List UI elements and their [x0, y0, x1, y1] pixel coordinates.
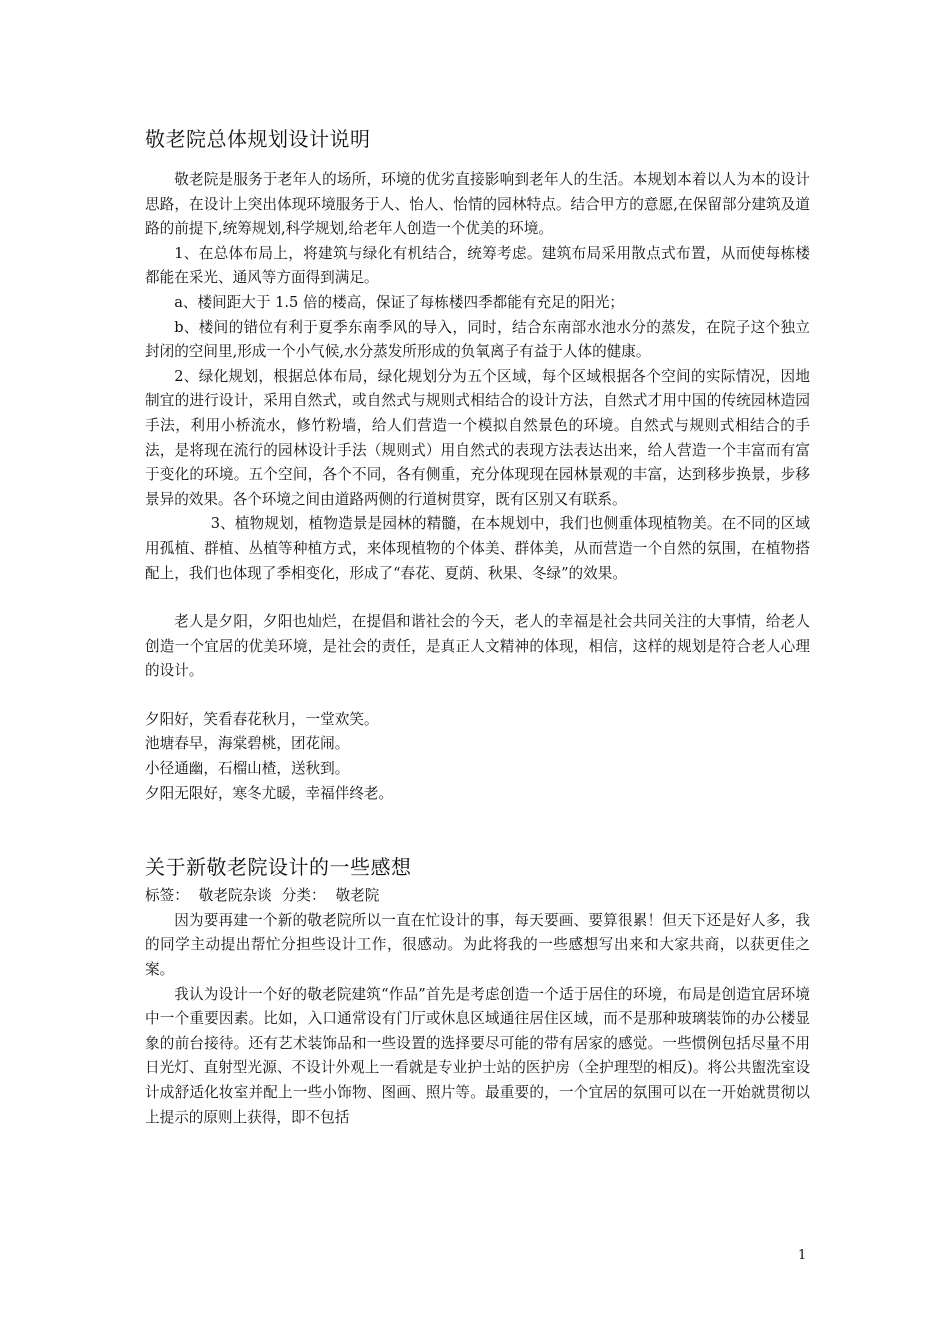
- page-number: 1: [798, 1248, 807, 1263]
- tags-line: [145, 884, 810, 909]
- category-value: 敬老院: [335, 887, 380, 905]
- tag-label: 标签：: [145, 887, 189, 905]
- document-content: [145, 124, 810, 1130]
- spacer: [145, 586, 810, 610]
- paragraph: 3、植物规划，植物造景是园林的精髓，在本规划中，我们也侧重体现植物美。在不同的区域用孤植、群植、丛植等种植方式，来体现植物的个体美、群体美，从而营造一个自然的氛围，在植物搭配上，我们也体现了季相变化，形成了“春花、夏荫、秋果、冬绿”的效果。: [145, 515, 810, 582]
- section-title: 关于新敬老院设计的一些感想: [145, 855, 412, 880]
- paragraph: a、楼间距大于 1.5 倍的楼高，保证了每栋楼四季都能有充足的阳光；: [174, 293, 625, 311]
- poem-line: 夕阳好，笑看春花秋月，一堂欢笑。: [145, 710, 379, 728]
- poem: [145, 708, 810, 806]
- section-title: 敬老院总体规划设计说明: [145, 127, 371, 151]
- paragraph: 1、在总体布局上，将建筑与绿化有机结合，统筹考虑。建筑布局采用散点式布置，从而使每栋楼都能在采光、通风等方面得到满足。: [145, 244, 810, 287]
- poem-line: 池塘春早，海棠碧桃，团花闹。: [145, 735, 350, 753]
- poem-line: 夕阳无限好，寒冬尤暖，幸福伴终老。: [145, 784, 394, 802]
- tag-value: 敬老院杂谈: [198, 887, 272, 905]
- poem-line: 小径通幽，石榴山楂，送秋到。: [145, 760, 350, 778]
- paragraph: 老人是夕阳，夕阳也灿烂，在提倡和谐社会的今天，老人的幸福是社会共同关注的大事情，给老人创造一个宜居的优美环境，是社会的责任，是真正人文精神的体现，相信，这样的规划是符合老人心理的设计。: [145, 613, 810, 680]
- paragraph: b、楼间的错位有利于夏季东南季风的导入，同时，结合东南部水池水分的蒸发，在院子这个独立封闭的空间里,形成一个小气候,水分蒸发所形成的负氧离子有益于人体的健康。: [145, 318, 810, 361]
- paragraph: 我认为设计一个好的敬老院建筑“作品”首先是考虑创造一个适于居住的环境，布局是创造宜居环境中一个重要因素。比如，入口通常设有门厅或休息区域通往居住区域，而不是那种玻璃装饰的办公楼显象的前台接待。还有艺术装饰品和一些设置的选择要尽可能的带有居家的感觉。一些惯例包括尽量不用日光灯、直射型光源、不设计外观上一看就是专业护士站的医护房（全护理型的相反)。将公共盥洗室设计成舒适化妆室并配上一些小饰物、图画、照片等。最重要的，一个宜居的氛围可以在一开始就贯彻以上提示的原则上获得，即不包括: [145, 985, 810, 1126]
- category-label: 分类：: [281, 887, 326, 905]
- paragraph: 2、绿化规划，根据总体布局，绿化规划分为五个区域，每个区域根据各个空间的实际情况，因地制宜的进行设计，采用自然式，或自然式与规则式相结合的设计方法，自然式才用中国的传统园林造园手法，利用小桥流水，修竹粉墙，给人们营造一个模拟自然景色的环境。自然式与规则式相结合的手法，是将现在流行的园林设计手法（规则式）用自然式的表现方法表达出来，给人营造一个丰富而有富于变化的环境。五个空间，各个不同，各有侧重，充分体现现在园林景观的丰富，达到移步换景，步移景异的效果。各个环境之间由道路两侧的行道树贯穿，既有区别又有联系。: [145, 367, 810, 508]
- paragraph: 因为要再建一个新的敬老院所以一直在忙设计的事，每天要画、要算很累！但天下还是好人多，我的同学主动提出帮忙分担些设计工作，很感动。为此将我的一些感想写出来和大家共商，以获更佳之案。: [145, 911, 810, 979]
- spacer: [145, 684, 810, 708]
- paragraph: 敬老院是服务于老年人的场所，环境的优劣直接影响到老年人的生活。本规划本着以人为本的设计思路，在设计上突出体现环境服务于人、怡人、怡情的园林特点。结合甲方的意愿,在保留部分建筑及道路的前提下,统筹规划,科学规划,给老年人创造一个优美的环境。: [145, 171, 810, 238]
